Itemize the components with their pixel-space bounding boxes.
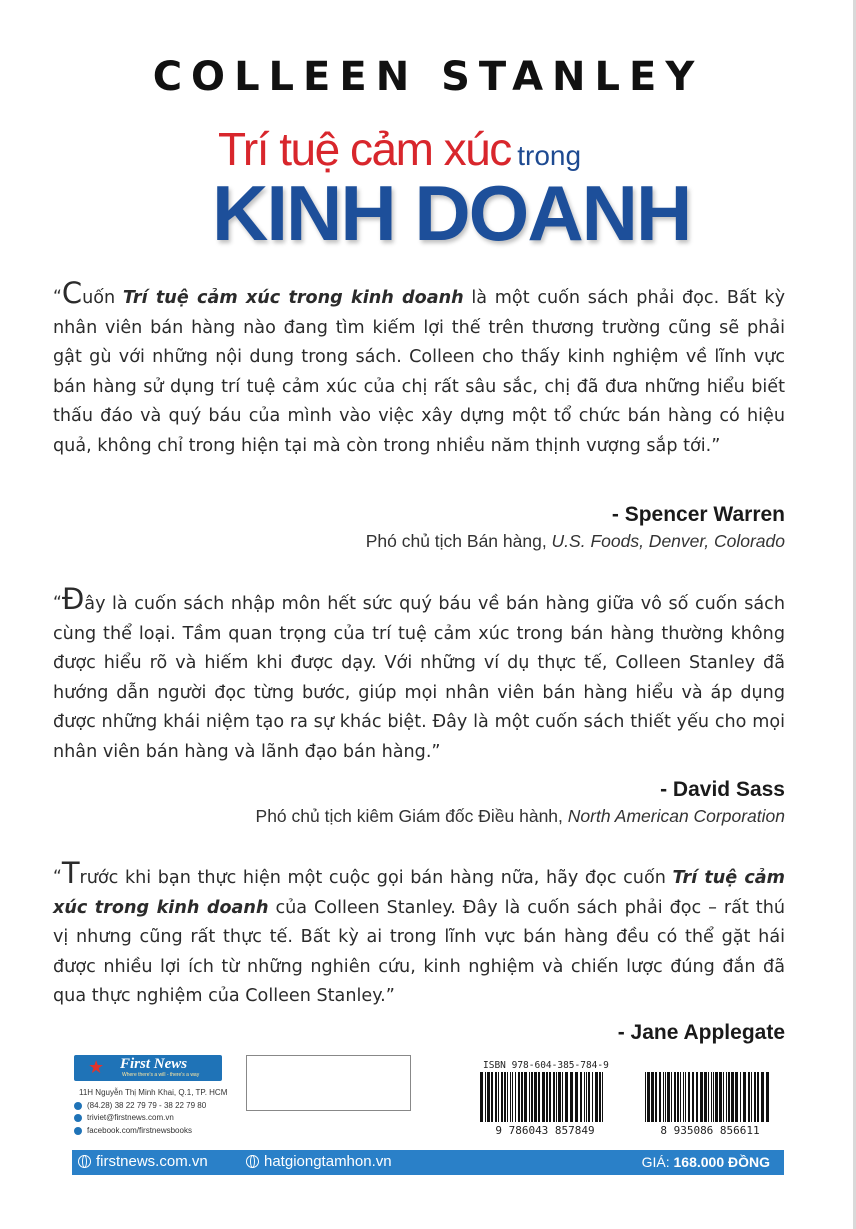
barcode-bar bbox=[485, 1072, 486, 1122]
barcode-bar bbox=[735, 1072, 738, 1122]
barcode-bar bbox=[743, 1072, 746, 1122]
publisher-logo bbox=[74, 1055, 222, 1081]
barcode-bar bbox=[538, 1072, 540, 1122]
barcode-bar bbox=[515, 1072, 516, 1122]
role-text: Phó chủ tịch Bán hàng, bbox=[365, 531, 552, 551]
barcode-bar bbox=[713, 1072, 714, 1122]
price-label: GIÁ: bbox=[641, 1154, 674, 1170]
barcode-bar bbox=[757, 1072, 759, 1122]
barcode-bar bbox=[667, 1072, 670, 1122]
barcode-bar bbox=[504, 1072, 506, 1122]
globe-icon bbox=[246, 1155, 259, 1168]
barcode-bar bbox=[655, 1072, 657, 1122]
barcode-bar bbox=[546, 1072, 548, 1122]
barcode-bar bbox=[754, 1072, 756, 1122]
logo-text: First News bbox=[120, 1056, 188, 1072]
barcode-bar bbox=[529, 1072, 530, 1122]
barcode-bar bbox=[549, 1072, 551, 1122]
title-small-text: trong bbox=[517, 140, 582, 171]
title-main-text: Trí tuệ cảm xúc bbox=[218, 123, 511, 175]
barcode-bar bbox=[665, 1072, 666, 1122]
org-text: U.S. Foods, Denver, Colorado bbox=[551, 531, 785, 551]
price-tag bbox=[642, 1154, 770, 1170]
drop-cap: C bbox=[61, 276, 83, 310]
ean-barcode bbox=[645, 1072, 775, 1137]
barcode-bar bbox=[553, 1072, 555, 1122]
quote-2-role bbox=[256, 806, 785, 827]
barcode-bar bbox=[534, 1072, 537, 1122]
quote-2-author: - David Sass bbox=[660, 778, 785, 801]
barcode-bar bbox=[711, 1072, 712, 1122]
footer-site-2[interactable] bbox=[246, 1153, 392, 1170]
email-icon bbox=[74, 1114, 82, 1122]
barcode-bar bbox=[584, 1072, 585, 1122]
barcode-bar bbox=[586, 1072, 587, 1122]
barcode-bar bbox=[588, 1072, 590, 1122]
blank-sticker bbox=[246, 1055, 411, 1111]
site-2-text: hatgiongtamhon.vn bbox=[264, 1153, 392, 1170]
barcode-bar bbox=[512, 1072, 513, 1122]
barcode-bar bbox=[501, 1072, 503, 1122]
barcode-bar bbox=[507, 1072, 508, 1122]
address-text: 11H Nguyễn Thị Minh Khai, Q.1, TP. HCM bbox=[79, 1088, 228, 1097]
quote-3 bbox=[53, 856, 786, 1012]
quote-1-author: - Spencer Warren bbox=[611, 503, 785, 526]
barcode-bar bbox=[731, 1072, 734, 1122]
publisher-facebook bbox=[74, 1125, 226, 1138]
drop-cap: Đ bbox=[61, 582, 85, 616]
barcode-bar bbox=[575, 1072, 578, 1122]
barcode-bar bbox=[726, 1072, 727, 1122]
quote-text: rước khi bạn thực hiện một cuộc gọi bán hàng nữa, hãy đọc cuốn bbox=[79, 868, 673, 888]
barcode-bar bbox=[592, 1072, 593, 1122]
barcode-bar bbox=[708, 1072, 709, 1122]
footer-bar bbox=[72, 1150, 784, 1175]
quote-text: của Colleen Stanley. Đây là cuốn sách phải đọc – rất thú vị nhưng cũng rất thực tế. Bất kỳ ai trong lĩnh vực bán hàng đều có thể gặt hái được nhiều lợi ích từ những nghiên cứu, kinh nghiệm và chiến lược đúng đắn đã qua thực nghiệm của Colleen Stanley.” bbox=[53, 897, 786, 1006]
quote-text: là một cuốn sách phải đọc. Bất kỳ nhân viên bán hàng nào đang tìm kiếm lợi thế trên thương trường cũng sẽ phải gật gù với những nội dung trong sách. Colleen cho thấy kinh nghiệm về lĩnh vực bán hàng sử dụng trí tuệ cảm xúc của chị rất sâu sắc, chị đã đưa những hiểu biết thấu đáo và quý báu của mình vào việc xây dựng một tổ chức bán hàng có hiệu quả, không chỉ trong hiện tại mà còn trong nhiều năm thịnh vượng sắp tới.” bbox=[53, 288, 785, 456]
open-quote-mark: “ bbox=[53, 287, 62, 307]
email-text: triviet@firstnews.com.vn bbox=[87, 1113, 174, 1122]
barcode-bar bbox=[558, 1072, 561, 1122]
barcode-bar bbox=[562, 1072, 563, 1122]
quote-text: ây là cuốn sách nhập môn hết sức quý báu về bán hàng giữa vô số cuốn sách cùng thể loại. Tầm quan trọng của trí tuệ cảm xúc trong bán hàng thường không được hiểu rõ và hiếm khi được dạy. Với những ví dụ thực tế, Colleen Stanley đã hướng dẫn người đọc từng bước, giúp mọi nhân viên bán hàng hiểu và áp dụng được những khái niệm tạo ra sự khác biệt. Đây là một cuốn sách thiết yếu cho mọi nhân viên bán hàng và lãnh đạo bán hàng.” bbox=[53, 594, 785, 762]
isbn-barcode-digits: 9 786043 857849 bbox=[495, 1124, 595, 1137]
logo-tagline: Where there's a will - there's a way bbox=[122, 1072, 200, 1078]
barcode-bar bbox=[556, 1072, 557, 1122]
barcode-bar bbox=[696, 1072, 698, 1122]
quote-3-author: - Jane Applegate bbox=[617, 1021, 785, 1044]
barcode-bar bbox=[498, 1072, 499, 1122]
barcode-bar bbox=[531, 1072, 533, 1122]
publisher-block bbox=[74, 1055, 226, 1137]
quote-book-title: Trí tuệ cảm xúc trong kinh doanh bbox=[122, 288, 464, 308]
barcode-bar bbox=[719, 1072, 722, 1122]
barcode-bar bbox=[542, 1072, 545, 1122]
barcode-bar bbox=[748, 1072, 750, 1122]
publisher-address bbox=[74, 1087, 226, 1100]
quote-book-title: Trí tuệ cảm xúc trong kinh doanh bbox=[53, 868, 785, 918]
role-text: Phó chủ tịch kiêm Giám đốc Điều hành, bbox=[255, 806, 568, 826]
globe-icon bbox=[78, 1155, 91, 1168]
barcode-bar bbox=[674, 1072, 676, 1122]
barcode-bar bbox=[692, 1072, 694, 1122]
barcode-bar bbox=[491, 1072, 493, 1122]
price-value: 168.000 ĐỒNG bbox=[673, 1154, 770, 1170]
barcode-bar bbox=[663, 1072, 664, 1122]
barcode-bar bbox=[521, 1072, 523, 1122]
barcode-bar bbox=[651, 1072, 654, 1122]
barcode-bar bbox=[680, 1072, 681, 1122]
barcode-bar bbox=[677, 1072, 679, 1122]
barcode-bar bbox=[700, 1072, 703, 1122]
barcode-bar bbox=[599, 1072, 601, 1122]
barcode-bar bbox=[761, 1072, 764, 1122]
open-quote-mark: “ bbox=[53, 593, 62, 613]
barcode-bar bbox=[683, 1072, 684, 1122]
isbn-label: ISBN 978-604-385-784-9 bbox=[483, 1060, 609, 1071]
barcode-bar bbox=[671, 1072, 672, 1122]
barcode-bar bbox=[518, 1072, 520, 1122]
open-quote-mark: “ bbox=[53, 867, 62, 887]
phone-icon bbox=[74, 1102, 82, 1110]
isbn-barcode bbox=[480, 1072, 610, 1137]
quote-2 bbox=[53, 582, 785, 767]
barcode-bar bbox=[647, 1072, 650, 1122]
quote-1-role bbox=[366, 531, 785, 552]
footer-site-1[interactable] bbox=[78, 1153, 208, 1170]
ean-barcode-digits: 8 935086 856611 bbox=[660, 1124, 760, 1137]
publisher-phone bbox=[74, 1100, 226, 1113]
drop-cap: T bbox=[61, 856, 80, 890]
barcode-bar bbox=[570, 1072, 573, 1122]
barcode-bar bbox=[728, 1072, 730, 1122]
org-text: North American Corporation bbox=[567, 806, 785, 826]
barcode-bar bbox=[704, 1072, 707, 1122]
barcode-bar bbox=[645, 1072, 646, 1122]
barcode-bar bbox=[688, 1072, 690, 1122]
quote-1 bbox=[53, 276, 785, 461]
barcode-bar bbox=[685, 1072, 686, 1122]
barcode-bar bbox=[524, 1072, 527, 1122]
author-name: COLLEEN STANLEY bbox=[152, 54, 704, 100]
barcode-bar bbox=[751, 1072, 752, 1122]
barcode-bar bbox=[766, 1072, 769, 1122]
barcode-bar bbox=[740, 1072, 741, 1122]
barcode-bar bbox=[659, 1072, 661, 1122]
star-icon: ★ bbox=[88, 1057, 105, 1077]
barcode-bar bbox=[580, 1072, 582, 1122]
book-title-line2: KINH DOANH bbox=[212, 169, 691, 257]
barcode-bar bbox=[715, 1072, 718, 1122]
publisher-email bbox=[74, 1112, 226, 1125]
barcode-bar bbox=[510, 1072, 511, 1122]
facebook-icon bbox=[74, 1127, 82, 1135]
barcode-bar bbox=[480, 1072, 483, 1122]
barcode-bar bbox=[602, 1072, 603, 1122]
barcode-bar bbox=[595, 1072, 598, 1122]
phone-text: (84.28) 38 22 79 79 - 38 22 79 80 bbox=[87, 1100, 207, 1110]
barcode-bar bbox=[565, 1072, 568, 1122]
barcode-bar bbox=[723, 1072, 724, 1122]
quote-text: uốn bbox=[82, 288, 123, 308]
site-1-text: firstnews.com.vn bbox=[96, 1153, 208, 1170]
barcode-bar bbox=[495, 1072, 497, 1122]
facebook-text: facebook.com/firstnewsbooks bbox=[87, 1125, 192, 1135]
barcode-bar bbox=[487, 1072, 490, 1122]
